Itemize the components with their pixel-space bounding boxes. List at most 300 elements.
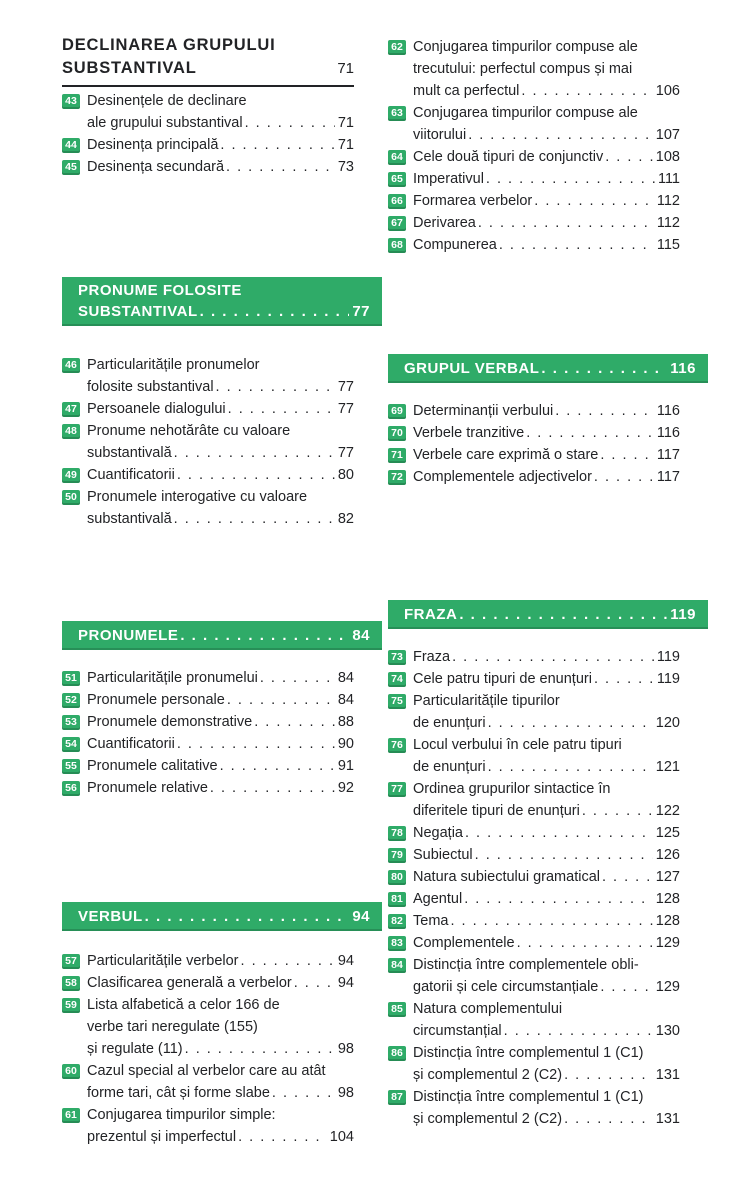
item-number-badge: 43	[62, 94, 80, 109]
item-page-number: 115	[656, 237, 680, 253]
item-title: gatorii și cele circumstanțiale	[413, 979, 599, 995]
item-line	[413, 466, 680, 488]
item-page-number: 107	[655, 127, 680, 143]
item-body	[87, 711, 354, 733]
item-line	[87, 972, 354, 994]
item-number-badge: 58	[62, 976, 80, 991]
item-title: Cele două tipuri de conjunctiv	[413, 149, 604, 165]
dot-leader	[238, 1126, 327, 1148]
dot-leader	[464, 888, 653, 910]
item-title: Compunerea	[413, 237, 497, 253]
toc-item-47	[62, 398, 354, 420]
section-page-number: 94	[352, 908, 370, 925]
item-title: Cuantificatorii	[87, 467, 175, 483]
toc-item-84	[388, 954, 680, 998]
toc-item-43	[62, 90, 354, 134]
item-line	[413, 646, 680, 668]
item-line	[413, 690, 680, 712]
item-number-badge: 85	[388, 1002, 406, 1017]
dot-leader	[521, 80, 652, 102]
item-title: Particularitățile tipurilor	[413, 693, 560, 709]
dot-leader	[486, 168, 655, 190]
item-page-number: 116	[656, 403, 680, 419]
item-line	[413, 1086, 680, 1108]
section-heading-pronumele	[62, 621, 382, 650]
item-line	[413, 1042, 680, 1064]
item-line	[87, 1016, 354, 1038]
item-page-number: 126	[655, 847, 680, 863]
item-title: Imperativul	[413, 171, 484, 187]
dot-leader	[220, 755, 335, 777]
item-line	[87, 1126, 354, 1148]
item-number-badge: 79	[388, 848, 406, 863]
item-line	[413, 444, 680, 466]
item-line	[413, 80, 680, 102]
item-title: Ordinea grupurilor sintactice în	[413, 781, 611, 797]
dot-leader	[465, 822, 653, 844]
item-number-badge: 61	[62, 1108, 80, 1123]
section-heading-declinarea-grupului-substantival	[62, 34, 354, 87]
dot-leader	[145, 906, 350, 927]
item-title: Pronumele relative	[87, 780, 208, 796]
section-title-line	[404, 358, 696, 379]
item-number-badge: 62	[388, 40, 406, 55]
item-title: Desinențele de declinare	[87, 93, 247, 109]
item-number-badge: 45	[62, 160, 80, 175]
dot-leader	[180, 625, 349, 646]
item-number-badge: 54	[62, 737, 80, 752]
item-page-number: 77	[337, 445, 354, 461]
item-title: Cuantificatorii	[87, 736, 175, 752]
item-page-number: 98	[337, 1085, 354, 1101]
item-title: Derivarea	[413, 215, 476, 231]
item-body	[413, 910, 680, 932]
item-title: și complementul 2 (C2)	[413, 1067, 563, 1083]
toc-item-49	[62, 464, 354, 486]
item-title: Subiectul	[413, 847, 473, 863]
toc-item-55	[62, 755, 354, 777]
item-line	[87, 420, 354, 442]
item-body	[413, 778, 680, 822]
item-line	[413, 822, 680, 844]
item-line	[413, 190, 680, 212]
item-line	[87, 398, 354, 420]
toc-item-60	[62, 1060, 354, 1104]
toc-item-87	[388, 1086, 680, 1130]
item-number-badge: 86	[388, 1046, 406, 1061]
dot-leader	[452, 646, 654, 668]
item-number-badge: 44	[62, 138, 80, 153]
item-line	[413, 124, 680, 146]
toc-column-left	[62, 0, 370, 1199]
item-title: Negația	[413, 825, 463, 841]
toc-item-63	[388, 102, 680, 146]
item-page-number: 94	[337, 953, 354, 969]
item-title: de enunțuri	[413, 759, 486, 775]
section-page-number: 116	[670, 360, 696, 377]
dot-leader	[450, 910, 652, 932]
item-body	[87, 486, 354, 530]
toc-items-fraza	[388, 646, 680, 1130]
section-title-line	[404, 604, 696, 625]
toc-item-75	[388, 690, 680, 734]
item-number-badge: 51	[62, 671, 80, 686]
item-line	[87, 689, 354, 711]
section-title-text: FRAZA	[404, 606, 458, 623]
item-number-badge: 56	[62, 781, 80, 796]
item-line	[413, 146, 680, 168]
item-number-badge: 77	[388, 782, 406, 797]
item-title: Agentul	[413, 891, 463, 907]
item-line	[413, 1020, 680, 1042]
section-page-number: 71	[337, 60, 354, 77]
item-page-number: 130	[655, 1023, 680, 1039]
item-page-number: 92	[337, 780, 354, 796]
item-page-number: 71	[337, 137, 354, 153]
item-line	[87, 508, 354, 530]
item-title: Pronumele calitative	[87, 758, 218, 774]
item-page-number: 122	[655, 803, 680, 819]
section-heading-grupul-verbal	[388, 354, 708, 383]
item-title: viitorului	[413, 127, 467, 143]
item-line	[413, 888, 680, 910]
toc-item-53	[62, 711, 354, 733]
item-line	[87, 442, 354, 464]
item-page-number: 117	[656, 447, 680, 463]
item-body	[87, 994, 354, 1060]
item-title: Clasificarea generală a verbelor	[87, 975, 292, 991]
section-title-line	[78, 301, 370, 322]
dot-leader	[226, 156, 335, 178]
dot-leader	[174, 508, 335, 530]
item-number-badge: 70	[388, 426, 406, 441]
item-line	[413, 212, 680, 234]
item-line	[413, 866, 680, 888]
item-number-badge: 69	[388, 404, 406, 419]
item-title: Conjugarea timpurilor compuse ale	[413, 105, 638, 121]
item-number-badge: 83	[388, 936, 406, 951]
toc-item-51	[62, 667, 354, 689]
item-body	[87, 689, 354, 711]
section-title-line: DECLINAREA GRUPULUI	[62, 36, 276, 54]
item-body	[413, 888, 680, 910]
dot-leader	[488, 756, 653, 778]
item-line	[413, 998, 680, 1020]
item-line	[87, 777, 354, 799]
item-line	[413, 400, 680, 422]
item-page-number: 117	[656, 469, 680, 485]
toc-items-pronumele	[62, 667, 354, 799]
item-body	[87, 156, 354, 178]
item-body	[413, 146, 680, 168]
item-title: Distincția între complementul 1 (C1)	[413, 1089, 644, 1105]
item-number-badge: 59	[62, 998, 80, 1013]
item-number-badge: 46	[62, 358, 80, 373]
item-title: Conjugarea timpurilor compuse ale	[413, 39, 638, 55]
item-body	[87, 464, 354, 486]
item-number-badge: 84	[388, 958, 406, 973]
item-body	[87, 134, 354, 156]
item-number-badge: 75	[388, 694, 406, 709]
item-body	[87, 420, 354, 464]
item-body	[413, 168, 680, 190]
dot-leader	[272, 1082, 335, 1104]
item-number-badge: 74	[388, 672, 406, 687]
item-title: Lista alfabetică a celor 166 de	[87, 997, 280, 1013]
item-title: Pronume nehotărâte cu valoare	[87, 423, 291, 439]
item-title: Conjugarea timpurilor simple:	[87, 1107, 276, 1123]
item-page-number: 119	[656, 649, 680, 665]
item-body	[413, 734, 680, 778]
section-heading-pronume-folosite-substantival	[62, 277, 382, 326]
item-number-badge: 55	[62, 759, 80, 774]
item-line	[413, 168, 680, 190]
dot-leader	[468, 124, 653, 146]
item-number-badge: 50	[62, 490, 80, 505]
item-body	[87, 733, 354, 755]
item-line	[413, 422, 680, 444]
item-page-number: 125	[655, 825, 680, 841]
item-body	[413, 1042, 680, 1086]
item-page-number: 119	[656, 671, 680, 687]
item-number-badge: 76	[388, 738, 406, 753]
item-page-number: 90	[337, 736, 354, 752]
item-number-badge: 49	[62, 468, 80, 483]
item-number-badge: 67	[388, 216, 406, 231]
item-body	[413, 1086, 680, 1130]
dot-leader	[260, 667, 335, 689]
item-number-badge: 72	[388, 470, 406, 485]
item-body	[87, 972, 354, 994]
item-number-badge: 65	[388, 172, 406, 187]
dot-leader	[499, 234, 654, 256]
toc-item-76	[388, 734, 680, 778]
dot-leader	[526, 422, 654, 444]
item-body	[413, 36, 680, 102]
dot-leader	[534, 190, 654, 212]
dot-leader	[504, 1020, 653, 1042]
item-line	[413, 712, 680, 734]
item-title: Natura complementului	[413, 1001, 563, 1017]
toc-item-72	[388, 466, 680, 488]
toc-item-48	[62, 420, 354, 464]
item-line	[413, 954, 680, 976]
item-body	[87, 90, 354, 134]
item-line	[87, 90, 354, 112]
section-title-line	[78, 906, 370, 927]
item-body	[413, 844, 680, 866]
item-page-number: 84	[337, 670, 354, 686]
item-line	[87, 1104, 354, 1126]
item-title: Determinanții verbului	[413, 403, 554, 419]
item-line	[87, 667, 354, 689]
dot-leader	[478, 212, 654, 234]
item-page-number: 94	[337, 975, 354, 991]
toc-column-right	[388, 0, 696, 1199]
toc-item-61	[62, 1104, 354, 1148]
toc-item-82	[388, 910, 680, 932]
item-title: Persoanele dialogului	[87, 401, 226, 417]
item-title: verbe tari neregulate (155)	[87, 1019, 258, 1035]
item-line	[87, 1082, 354, 1104]
toc-item-68	[388, 234, 680, 256]
item-page-number: 82	[337, 511, 354, 527]
item-page-number: 120	[655, 715, 680, 731]
dot-leader	[459, 604, 667, 625]
item-body	[413, 954, 680, 998]
dot-leader	[241, 950, 335, 972]
dot-leader	[174, 442, 335, 464]
toc-item-62	[388, 36, 680, 102]
section-page-number: 119	[670, 606, 696, 623]
toc-item-52	[62, 689, 354, 711]
item-title: Verbele care exprimă o stare	[413, 447, 599, 463]
dot-leader	[254, 711, 335, 733]
dot-leader	[475, 844, 653, 866]
item-line	[413, 668, 680, 690]
toc-item-45	[62, 156, 354, 178]
toc-item-81	[388, 888, 680, 910]
item-line	[87, 354, 354, 376]
section-title-text: SUBSTANTIVAL	[62, 59, 197, 77]
item-line	[413, 778, 680, 800]
dot-leader	[220, 134, 334, 156]
item-body	[413, 102, 680, 146]
item-body	[413, 400, 680, 422]
item-line	[413, 36, 680, 58]
item-body	[87, 1060, 354, 1104]
item-body	[87, 1104, 354, 1148]
toc-item-66	[388, 190, 680, 212]
item-title: Natura subiectului gramatical	[413, 869, 600, 885]
toc-item-85	[388, 998, 680, 1042]
item-line	[87, 464, 354, 486]
section-title-line	[62, 57, 354, 80]
item-line	[413, 1108, 680, 1130]
item-line	[87, 950, 354, 972]
item-title: Particularitățile pronumelui	[87, 670, 258, 686]
item-page-number: 108	[655, 149, 680, 165]
item-title: Fraza	[413, 649, 451, 665]
item-body	[413, 822, 680, 844]
section-heading-fraza	[388, 600, 708, 629]
item-line	[413, 800, 680, 822]
item-number-badge: 73	[388, 650, 406, 665]
item-line	[413, 844, 680, 866]
item-line	[87, 755, 354, 777]
item-title: Desinența secundară	[87, 159, 225, 175]
item-body	[87, 398, 354, 420]
section-title-line	[78, 625, 370, 646]
item-line	[413, 932, 680, 954]
item-title: ale grupului substantival	[87, 115, 243, 131]
item-title: Cazul special al verbelor care au atât	[87, 1063, 326, 1079]
toc-item-77	[388, 778, 680, 822]
dot-leader	[200, 301, 350, 322]
toc-item-83	[388, 932, 680, 954]
item-page-number: 112	[656, 215, 680, 231]
item-title: și regulate (11)	[87, 1041, 183, 1057]
toc-item-74	[388, 668, 680, 690]
item-page-number: 104	[329, 1129, 354, 1145]
item-line	[413, 976, 680, 998]
item-title: Complementele adjectivelor	[413, 469, 592, 485]
item-page-number: 116	[656, 425, 680, 441]
section-title-text: GRUPUL VERBAL	[404, 360, 540, 377]
dot-leader	[177, 733, 335, 755]
item-title: Verbele tranzitive	[413, 425, 525, 441]
item-page-number: 77	[337, 379, 354, 395]
item-page-number: 128	[655, 891, 680, 907]
item-body	[413, 190, 680, 212]
item-title: trecutului: perfectul compus și mai	[413, 61, 633, 77]
item-title: Formarea verbelor	[413, 193, 533, 209]
item-line	[87, 134, 354, 156]
toc-items-verbul	[62, 950, 354, 1148]
item-line	[87, 994, 354, 1016]
dot-leader	[185, 1038, 335, 1060]
dot-leader	[605, 146, 653, 168]
item-title: mult ca perfectul	[413, 83, 520, 99]
item-line	[413, 756, 680, 778]
toc-item-70	[388, 422, 680, 444]
item-line	[87, 376, 354, 398]
toc-item-64	[388, 146, 680, 168]
item-title: prezentul și imperfectul	[87, 1129, 237, 1145]
toc-item-73	[388, 646, 680, 668]
item-number-badge: 87	[388, 1090, 406, 1105]
dot-leader	[582, 800, 653, 822]
item-title: Desinența principală	[87, 137, 219, 153]
toc-items-pronume-folosite	[62, 354, 354, 530]
item-number-badge: 66	[388, 194, 406, 209]
item-line	[87, 156, 354, 178]
dot-leader	[216, 376, 335, 398]
item-page-number: 129	[655, 935, 680, 951]
item-page-number: 80	[337, 467, 354, 483]
item-line	[87, 1060, 354, 1082]
item-line	[413, 102, 680, 124]
dot-leader	[228, 398, 335, 420]
item-body	[87, 777, 354, 799]
dot-leader	[227, 689, 335, 711]
item-page-number: 77	[337, 401, 354, 417]
item-body	[413, 932, 680, 954]
item-number-badge: 48	[62, 424, 80, 439]
toc-items-declinarea	[62, 90, 354, 178]
toc-items-grupul-verbal	[388, 400, 680, 488]
toc-item-56	[62, 777, 354, 799]
toc-item-59	[62, 994, 354, 1060]
toc-item-44	[62, 134, 354, 156]
item-number-badge: 78	[388, 826, 406, 841]
item-body	[413, 690, 680, 734]
toc-item-67	[388, 212, 680, 234]
item-number-badge: 47	[62, 402, 80, 417]
dot-leader	[564, 1064, 653, 1086]
item-page-number: 127	[655, 869, 680, 885]
item-page-number: 98	[337, 1041, 354, 1057]
section-heading-verbul	[62, 902, 382, 931]
item-title: forme tari, cât și forme slabe	[87, 1085, 270, 1101]
item-body	[413, 466, 680, 488]
item-title: Particularitățile verbelor	[87, 953, 239, 969]
item-body	[413, 998, 680, 1042]
item-line	[87, 112, 354, 134]
item-body	[413, 234, 680, 256]
dot-leader	[210, 777, 335, 799]
item-page-number: 121	[655, 759, 680, 775]
